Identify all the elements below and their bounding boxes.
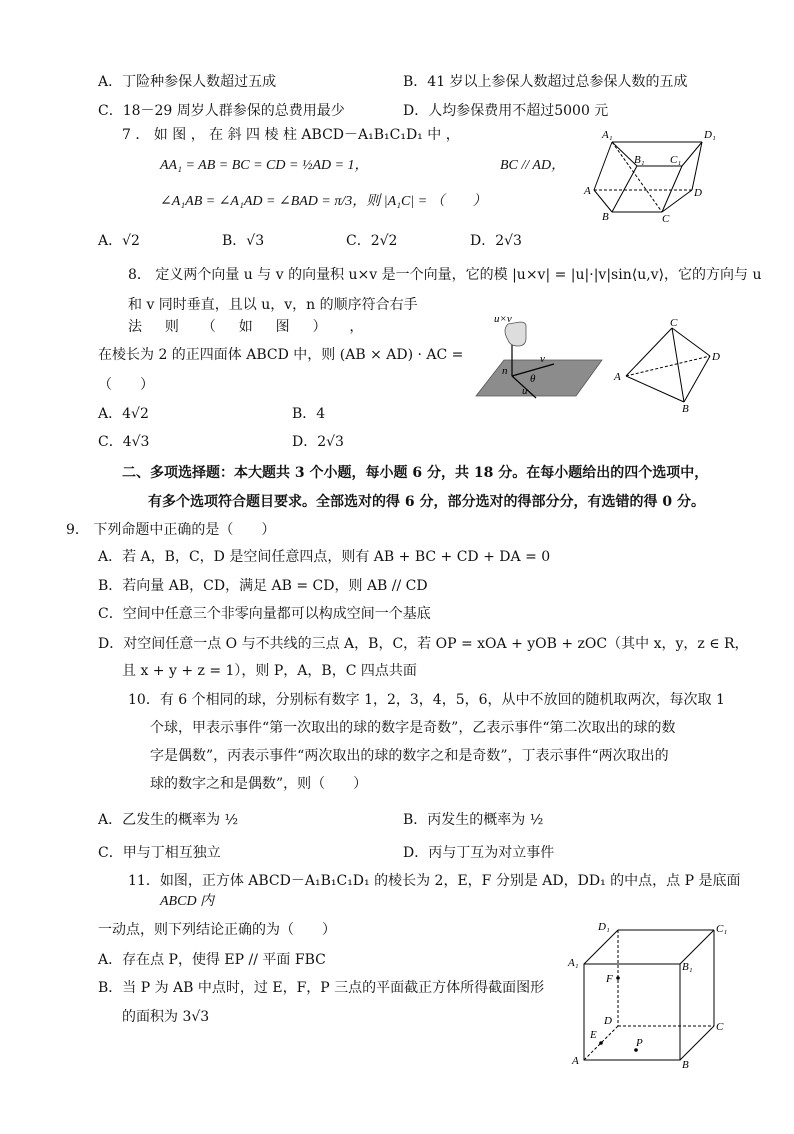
q11-label-f: F bbox=[606, 973, 613, 985]
q11-option-b-line1: B．当 P 为 AB 中点时，过 E，F，P 三点的平面截正方体所得截面图形 bbox=[98, 980, 545, 996]
q10-stem-line2: 个球，甲表示事件“第一次取出的球的数字是奇数”，乙表示事件“第二次取出的球的数 bbox=[150, 720, 676, 736]
q8-option-d: D．2√3 bbox=[292, 434, 344, 450]
q9-stem: 9． 下列命题中正确的是（ ） bbox=[66, 522, 276, 538]
section2-line1: 二、多项选择题：本大题共 3 个小题，每小题 6 分，共 18 分。在每小题给出的四个选项中， bbox=[122, 465, 709, 481]
q8-stem-line2: 和 v 同时垂直，且以 u，v，n 的顺序符合右手 bbox=[128, 297, 418, 313]
q11-label-d: D bbox=[604, 1015, 612, 1027]
q9-option-c: C．空间中任意三个非零向量都可以构成空间一个基底 bbox=[98, 606, 431, 622]
q8-label-uxv: u×v bbox=[494, 313, 512, 325]
q7-label-b1: B₁ bbox=[634, 154, 645, 166]
q8-label-u: u bbox=[522, 385, 528, 397]
q11-stem-line2: ABCD 内 bbox=[160, 894, 215, 909]
q7-label-d1: D₁ bbox=[704, 129, 716, 141]
q8-label-d: D bbox=[712, 351, 720, 363]
q6-option-a: A．丁险种参保人数超过五成 bbox=[98, 74, 277, 90]
q11-stem-line3: 一动点，则下列结论正确的为（ ） bbox=[98, 922, 336, 938]
q10-option-c: C．甲与丁相互独立 bbox=[98, 845, 221, 861]
q7-label-b: B bbox=[602, 211, 609, 223]
q7-label-c1: C₁ bbox=[670, 154, 682, 166]
q8-label-theta: θ bbox=[530, 373, 536, 385]
q7-prism-figure bbox=[582, 124, 722, 226]
q11-option-b-line2: 的面积为 3√3 bbox=[122, 1009, 210, 1025]
q8-option-a: A．4√2 bbox=[98, 406, 149, 422]
q7-label-d: D bbox=[694, 187, 702, 199]
q11-option-a: A．存在点 P，使得 EP // 平面 FBC bbox=[98, 952, 326, 968]
q7-option-d: D．2√3 bbox=[470, 233, 522, 249]
q8-option-c: C．4√3 bbox=[98, 434, 150, 450]
q10-stem-line1: 10．有 6 个相同的球，分别标有数字 1，2，3，4，5，6，从中不放回的随机取两次，每次取 1 bbox=[128, 692, 725, 708]
q8-label-v: v bbox=[540, 353, 545, 365]
q11-stem-line1: 11．如图，正方体 ABCD－A₁B₁C₁D₁ 的棱长为 2，E，F 分别是 AD，DD₁ 的中点，点 P 是底面 bbox=[128, 873, 741, 889]
q8-label-n: n bbox=[502, 365, 508, 377]
q8-stem-line5: （ ） bbox=[98, 377, 154, 393]
q7-option-a: A．√2 bbox=[98, 233, 140, 249]
q9-option-b: B．若向量 AB，CD，满足 AB = CD，则 AB // CD bbox=[98, 578, 428, 594]
q6-option-c: C．18－29 周岁人群参保的总费用最少 bbox=[98, 103, 345, 119]
q8-label-a: A bbox=[614, 371, 621, 383]
q11-label-b: B bbox=[682, 1059, 689, 1071]
q11-label-b1: B₁ bbox=[682, 961, 693, 973]
q11-label-p: P bbox=[636, 1037, 643, 1049]
q6-option-d: D．人均参保费用不超过5000 元 bbox=[403, 103, 609, 119]
q7-stem-line2b: BC // AD， bbox=[500, 158, 566, 173]
q10-option-a: A．乙发生的概率为 ½ bbox=[98, 812, 239, 828]
q8-stem-line4: 在棱长为 2 的正四面体 ABCD 中，则 (AB × AD) · AC = bbox=[98, 347, 464, 363]
q7-stem-line3: ∠A₁AB = ∠A₁AD = ∠BAD = π/3，则 |A₁C| = （ ） bbox=[160, 194, 487, 209]
q7-option-c: C．2√2 bbox=[346, 233, 398, 249]
q7-label-a: A bbox=[584, 185, 591, 197]
q7-stem-line2a: AA₁ = AB = BC = CD = ½AD = 1， bbox=[160, 158, 369, 173]
q11-cube-figure bbox=[566, 918, 736, 1072]
q11-label-c: C bbox=[716, 1021, 724, 1033]
q10-stem-line4: 球的数字之和是偶数”，则（ ） bbox=[150, 776, 368, 792]
q7-label-c: C bbox=[662, 213, 670, 225]
q9-option-a: A．若 A，B，C，D 是空间任意四点，则有 AB + BC + CD + DA = 0 bbox=[98, 549, 551, 565]
section2-line2: 有多个选项符合题目要求。全部选对的得 6 分，部分选对的得部分分，有选错的得 0 分。 bbox=[148, 494, 705, 510]
q10-option-b: B．丙发生的概率为 ½ bbox=[403, 812, 544, 828]
q8-stem-line3: 法 则 （ 如 图 ） ， bbox=[128, 319, 364, 335]
q11-label-c1: C₁ bbox=[716, 923, 728, 935]
q11-label-a: A bbox=[572, 1055, 579, 1067]
q11-label-d1: D₁ bbox=[598, 921, 610, 933]
q10-stem-line3: 字是偶数”，丙表示事件“两次取出的球的数字之和是奇数”，丁表示事件“两次取出的 bbox=[150, 748, 669, 764]
q8-label-b: B bbox=[682, 403, 689, 414]
q8-stem-line1: 8． 定义两个向量 u 与 v 的向量积 u×v 是一个向量，它的模 |u×v| = |u|·|v|sin⟨u,v⟩，它的方向与 u bbox=[128, 267, 762, 283]
q11-label-a1: A₁ bbox=[568, 957, 579, 969]
q8-tetrahedron-figure bbox=[606, 316, 728, 414]
q7-stem-line1: 7 ． 如 图 ， 在 斜 四 棱 柱 ABCD－A₁B₁C₁D₁ 中 ， bbox=[122, 127, 460, 143]
q8-label-c: C bbox=[670, 317, 678, 329]
q7-label-a1: A₁ bbox=[602, 129, 613, 141]
q9-option-d-line1: D．对空间任意一点 O 与不共线的三点 A，B，C，若 OP = xOA + yOB + zOC（其中 x，y，z ∈ R， bbox=[98, 636, 749, 652]
q6-option-b: B．41 岁以上参保人数超过总参保人数的五成 bbox=[403, 74, 688, 90]
q7-option-b: B．√3 bbox=[222, 233, 265, 249]
q10-option-d: D．丙与丁互为对立事件 bbox=[403, 845, 555, 861]
q11-label-e: E bbox=[590, 1029, 597, 1041]
q8-right-hand-rule-figure bbox=[474, 312, 604, 410]
q8-option-b: B．4 bbox=[292, 406, 326, 422]
q9-option-d-line2: 且 x + y + z = 1），则 P，A，B，C 四点共面 bbox=[122, 663, 417, 679]
